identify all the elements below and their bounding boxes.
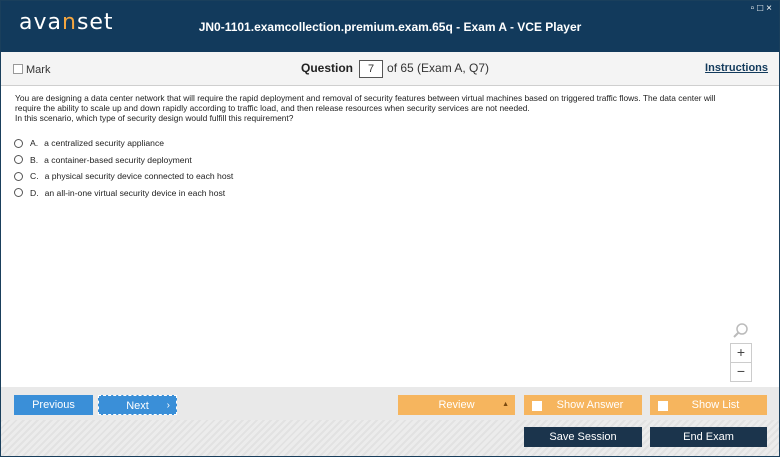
window-title: JN0-1101.examcollection.premium.exam.65q - Exam A - VCE Player [198, 20, 582, 34]
question-line: You are designing a data center network that will require the rapid deployment and removal of security features between virtual machines based on triggered traffic flows. The data center will [15, 93, 716, 103]
show-list-button[interactable]: Show List [650, 395, 767, 415]
maximize-icon[interactable]: □ [757, 3, 767, 14]
checkbox-icon[interactable] [13, 64, 23, 74]
caret-up-icon: ▲ [502, 401, 509, 408]
close-icon[interactable]: × [766, 3, 775, 14]
option-c[interactable]: C. a physical security device connected to each host [14, 168, 233, 185]
title-bar [1, 1, 779, 52]
mark-label: Mark [26, 64, 51, 76]
question-number-input[interactable]: 7 [359, 60, 383, 78]
window-controls [751, 3, 775, 14]
option-b[interactable]: B. a container-based security deployment [14, 152, 233, 169]
radio-button[interactable] [14, 172, 23, 181]
bottom-bar [1, 387, 779, 456]
previous-button[interactable]: Previous [14, 395, 93, 415]
question-label: Question [301, 61, 354, 75]
zoom-in-button[interactable]: + [730, 343, 752, 363]
next-button[interactable]: Next › [98, 395, 177, 415]
search-icon[interactable] [732, 322, 750, 340]
end-exam-button[interactable]: End Exam [650, 427, 767, 447]
mark-checkbox[interactable] [13, 64, 50, 76]
checkbox-icon[interactable] [658, 401, 668, 411]
radio-button[interactable] [14, 188, 23, 197]
question-line: require the ability to scale up and down rapidly according to traffic load, and then release resources when security services are not needed. [15, 103, 530, 113]
question-line: In this scenario, which type of security design would fulfill this requirement? [15, 113, 294, 123]
review-button[interactable]: Review ▲ [398, 395, 515, 415]
question-toolbar [1, 52, 779, 86]
radio-button[interactable] [14, 139, 23, 148]
show-answer-button[interactable]: Show Answer [524, 395, 642, 415]
question-navigator [301, 60, 489, 78]
radio-button[interactable] [14, 155, 23, 164]
option-d[interactable]: D. an all-in-one virtual security device in each host [14, 185, 233, 202]
save-session-button[interactable]: Save Session [524, 427, 642, 447]
minimize-icon[interactable]: ▫ [750, 3, 758, 14]
answer-options [14, 135, 233, 201]
zoom-out-button[interactable]: − [730, 362, 752, 382]
option-a[interactable]: A. a centralized security appliance [14, 135, 233, 152]
question-text [15, 93, 767, 123]
instructions-link[interactable]: Instructions [705, 62, 768, 74]
avanset-logo: avanset [19, 10, 114, 35]
question-of-text: of 65 (Exam A, Q7) [387, 61, 490, 75]
checkbox-icon[interactable] [532, 401, 542, 411]
chevron-right-icon: › [166, 400, 170, 411]
